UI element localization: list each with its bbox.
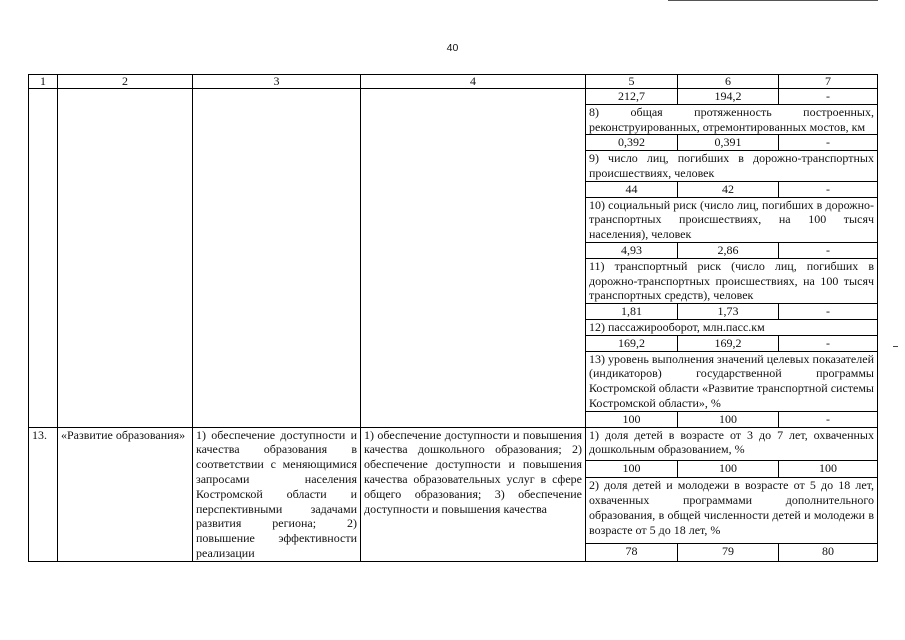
- value-cell: 100: [779, 461, 878, 478]
- value-cell: 1,81: [586, 304, 678, 320]
- tasks-cell-empty: [361, 89, 586, 428]
- header-row: [29, 75, 878, 89]
- value-cell: 44: [586, 181, 678, 197]
- program-tasks: 1) обеспечение доступности и повышения качества дошкольного образования; 2) обеспечение доступности и повышения качества образовательных услуг в сфере общего образования; 3) обеспечение доступности и повышения качества: [361, 427, 586, 561]
- value-cell: 212,7: [586, 89, 678, 105]
- value-cell: 169,2: [678, 335, 779, 351]
- value-cell: 100: [586, 461, 678, 478]
- value-cell: -: [779, 335, 878, 351]
- page-number: 40: [446, 42, 459, 54]
- program-number: 13.: [29, 427, 58, 561]
- header-cell: 3: [193, 75, 361, 89]
- header-cell: 2: [58, 75, 193, 89]
- top-rule: [668, 0, 878, 1]
- value-cell: 2,86: [678, 242, 779, 258]
- value-cell: 4,93: [586, 242, 678, 258]
- value-cell: 0,391: [678, 135, 779, 151]
- indicator-text: 2) доля детей и молодежи в возрасте от 5 до 18 лет, охваченных программами дополнительного образования, в общей численности детей и молодежи в возрасте от 5 до 18 лет, %: [586, 478, 878, 544]
- value-cell: -: [779, 135, 878, 151]
- value-cell: -: [779, 242, 878, 258]
- value-cell: 100: [678, 461, 779, 478]
- indicator-text: 10) социальный риск (число лиц, погибших в дорожно-транспортных происшествиях, на 100 тысяч населения), человек: [586, 197, 878, 242]
- program-table: [28, 74, 878, 562]
- value-cell: 80: [779, 544, 878, 561]
- number-cell-empty: [29, 89, 58, 428]
- table-row: [29, 427, 878, 461]
- value-cell: 169,2: [586, 335, 678, 351]
- value-cell: 42: [678, 181, 779, 197]
- indicator-text: 1) доля детей в возрасте от 3 до 7 лет, охваченных дошкольным образованием, %: [586, 427, 878, 461]
- goals-cell-empty: [193, 89, 361, 428]
- value-cell: -: [779, 304, 878, 320]
- value-cell: -: [779, 89, 878, 105]
- value-cell: 0,392: [586, 135, 678, 151]
- value-cell: 78: [586, 544, 678, 561]
- header-cell: 1: [29, 75, 58, 89]
- indicator-text: 12) пассажирооборот, млн.пасс.км: [586, 319, 878, 335]
- header-cell: 7: [779, 75, 878, 89]
- header-cell: 6: [678, 75, 779, 89]
- value-cell: 1,73: [678, 304, 779, 320]
- header-cell: 4: [361, 75, 586, 89]
- indicator-text: 11) транспортный риск (число лиц, погибших в дорожно-транспортных происшествиях, на 100 тысяч транспортных средств), человек: [586, 258, 878, 303]
- header-cell: 5: [586, 75, 678, 89]
- indicator-text: 9) число лиц, погибших в дорожно-транспортных происшествиях, человек: [586, 151, 878, 182]
- program-goals: 1) обеспечение доступности и качества образования в соответствии с меняющимися запросами населения Костромской области и перспективными задачами развития региона; 2) повышение эффективности реализации: [193, 427, 361, 561]
- value-cell: -: [779, 411, 878, 427]
- margin-mark: [893, 346, 898, 347]
- value-cell: 100: [678, 411, 779, 427]
- value-cell: -: [779, 181, 878, 197]
- name-cell-empty: [58, 89, 193, 428]
- program-name: «Развитие образования»: [58, 427, 193, 561]
- value-cell: 100: [586, 411, 678, 427]
- value-cell: 79: [678, 544, 779, 561]
- table-row: [29, 89, 878, 105]
- indicator-text: 8) общая протяженность построенных, реконструированных, отремонтированных мостов, км: [586, 104, 878, 135]
- indicator-text: 13) уровень выполнения значений целевых показателей (индикаторов) государственной программы Костромской области «Развитие транспортной системы Костромской области», %: [586, 351, 878, 411]
- value-cell: 194,2: [678, 89, 779, 105]
